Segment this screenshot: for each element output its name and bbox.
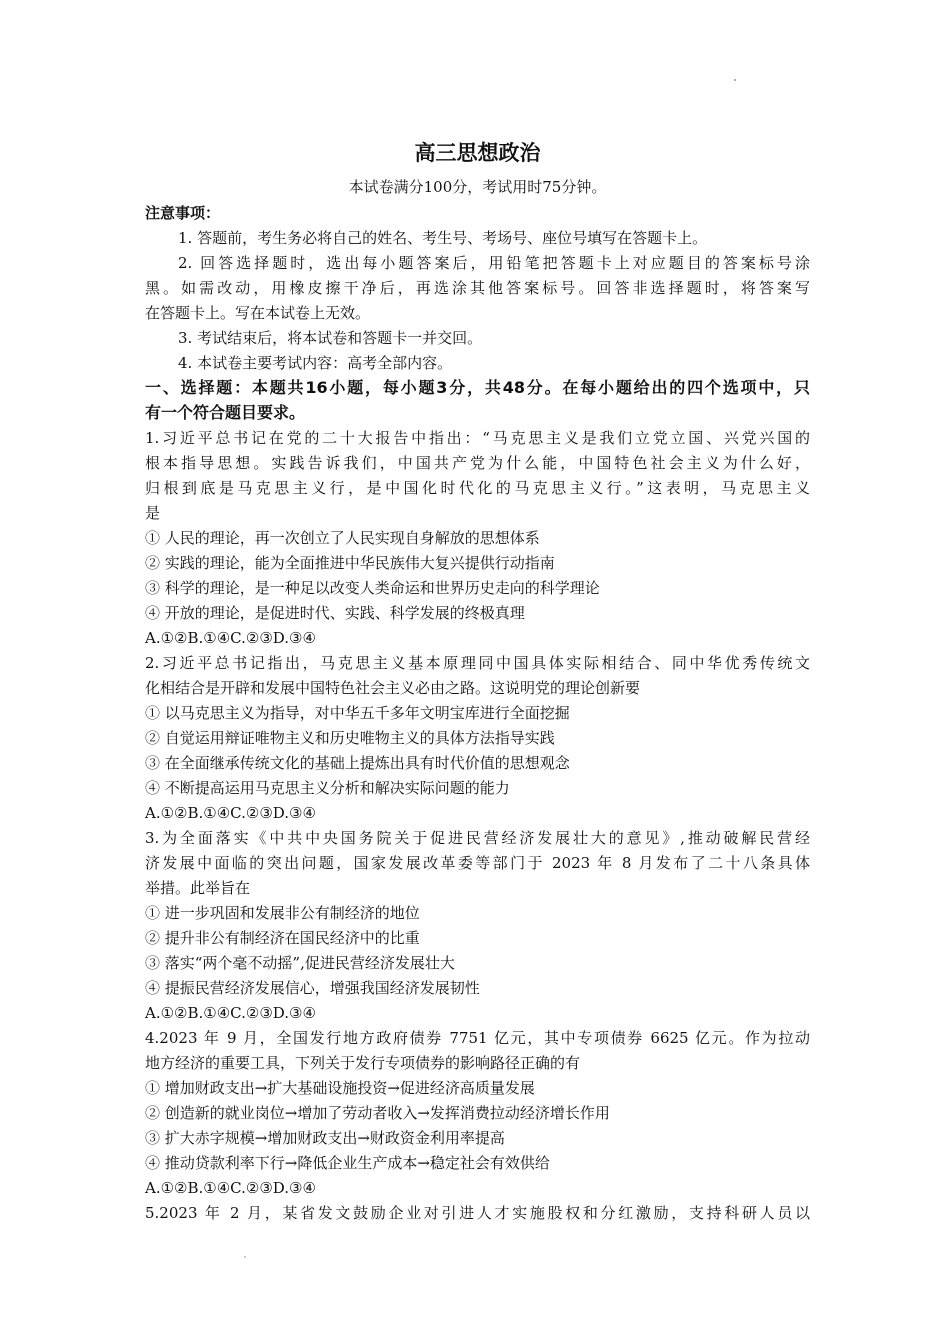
question-1-option: ③ 科学的理论，是一种足以改变人类命运和世界历史走向的科学理论 (145, 579, 600, 597)
question-1-stem: 归根到底是马克思主义行，是中国化时代化的马克思主义行。”这表明，马克思主义 (145, 479, 810, 497)
question-3-option: ② 提升非公有制经济在国民经济中的比重 (145, 929, 420, 947)
question-2-option: ② 自觉运用辩证唯物主义和历史唯物主义的具体方法指导实践 (145, 729, 555, 747)
question-3-option: ④ 提振民营经济发展信心，增强我国经济发展韧性 (145, 979, 480, 997)
question-4-option: ① 增加财政支出→扩大基础设施投资→促进经济高质量发展 (145, 1079, 535, 1097)
question-5-stem: 5.2023 年 2 月，某省发文鼓励企业对引进人才实施股权和分红激励，支持科研人员以 (145, 1204, 810, 1222)
note-line: 2. 回答选择题时，选出每小题答案后，用铅笔把答题卡上对应题目的答案标号涂 (178, 254, 810, 272)
question-1-answers: A.①②B.①④C.②③D.③④ (145, 629, 316, 647)
question-1-stem: 是 (145, 504, 161, 522)
question-2-option: ④ 不断提高运用马克思主义分析和解决实际问题的能力 (145, 779, 510, 797)
note-line: 在答题卡上。写在本试卷上无效。 (145, 304, 371, 322)
question-4-answers: A.①②B.①④C.②③D.③④ (145, 1179, 316, 1197)
question-4-stem: 4.2023 年 9 月，全国发行地方政府债券 7751 亿元，其中专项债券 6625 亿元。作为拉动 (145, 1029, 810, 1047)
question-3-stem: 举措。此举旨在 (145, 879, 251, 897)
question-2-stem: 2.习近平总书记指出，马克思主义基本原理同中国具体实际相结合、同中华优秀传统文 (145, 654, 810, 672)
notes-heading: 注意事项： (145, 204, 221, 222)
question-1-option: ① 人民的理论，再一次创立了人民实现自身解放的思想体系 (145, 529, 540, 547)
question-4-option: ② 创造新的就业岗位→增加了劳动者收入→发挥消费拉动经济增长作用 (145, 1104, 610, 1122)
question-4-option: ④ 推动贷款利率下行→降低企业生产成本→稳定社会有效供给 (145, 1154, 550, 1172)
question-1-stem: 根本指导思想。实践告诉我们，中国共产党为什么能，中国特色社会主义为什么好， (145, 454, 810, 472)
section-heading: 一、选择题：本题共16小题，每小题3分，共48分。在每小题给出的四个选项中，只 (145, 378, 810, 397)
question-1-stem: 1.习近平总书记在党的二十大报告中指出：“马克思主义是我们立党立国、兴党兴国的 (145, 429, 810, 447)
question-4-option: ③ 扩大赤字规模→增加财政支出→财政资金利用率提高 (145, 1129, 505, 1147)
scan-dot (244, 1256, 246, 1258)
question-3-stem: 济发展中面临的突出问题，国家发展改革委等部门于 2023 年 8 月发布了二十八条具体 (145, 854, 810, 872)
note-line: 3. 考试结束后，将本试卷和答题卡一并交回。 (178, 329, 483, 347)
question-1-option: ② 实践的理论，能为全面推进中华民族伟大复兴提供行动指南 (145, 554, 555, 572)
question-2-option: ③ 在全面继承传统文化的基础上提炼出具有时代价值的思想观念 (145, 754, 570, 772)
question-2-answers: A.①②B.①④C.②③D.③④ (145, 804, 316, 822)
question-3-stem: 3.为全面落实《中共中央国务院关于促进民营经济发展壮大的意见》,推动破解民营经 (145, 829, 810, 847)
page-title: 高三思想政治 (414, 141, 541, 165)
note-line: 4. 本试卷主要考试内容：高考全部内容。 (178, 354, 453, 372)
question-3-option: ① 进一步巩固和发展非公有制经济的地位 (145, 904, 420, 922)
question-3-option: ③ 落实“两个毫不动摇”,促进民营经济发展壮大 (145, 954, 455, 972)
question-2-stem: 化相结合是开辟和发展中国特色社会主义必由之路。这说明党的理论创新要 (145, 679, 641, 697)
question-2-option: ① 以马克思主义为指导，对中华五千多年文明宝库进行全面挖掘 (145, 704, 570, 722)
question-4-stem: 地方经济的重要工具，下列关于发行专项债券的影响路径正确的有 (145, 1054, 581, 1072)
note-line: 黑。如需改动，用橡皮擦干净后，再选涂其他答案标号。回答非选择题时，将答案写 (145, 279, 810, 297)
section-heading: 有一个符合题目要求。 (145, 403, 306, 422)
question-1-option: ④ 开放的理论，是促进时代、实践、科学发展的终极真理 (145, 604, 525, 622)
exam-subtitle: 本试卷满分100分，考试用时75分钟。 (348, 178, 607, 196)
note-line: 1. 答题前，考生务必将自己的姓名、考生号、考场号、座位号填写在答题卡上。 (178, 229, 708, 247)
scan-dot (734, 79, 736, 81)
question-3-answers: A.①②B.①④C.②③D.③④ (145, 1004, 316, 1022)
